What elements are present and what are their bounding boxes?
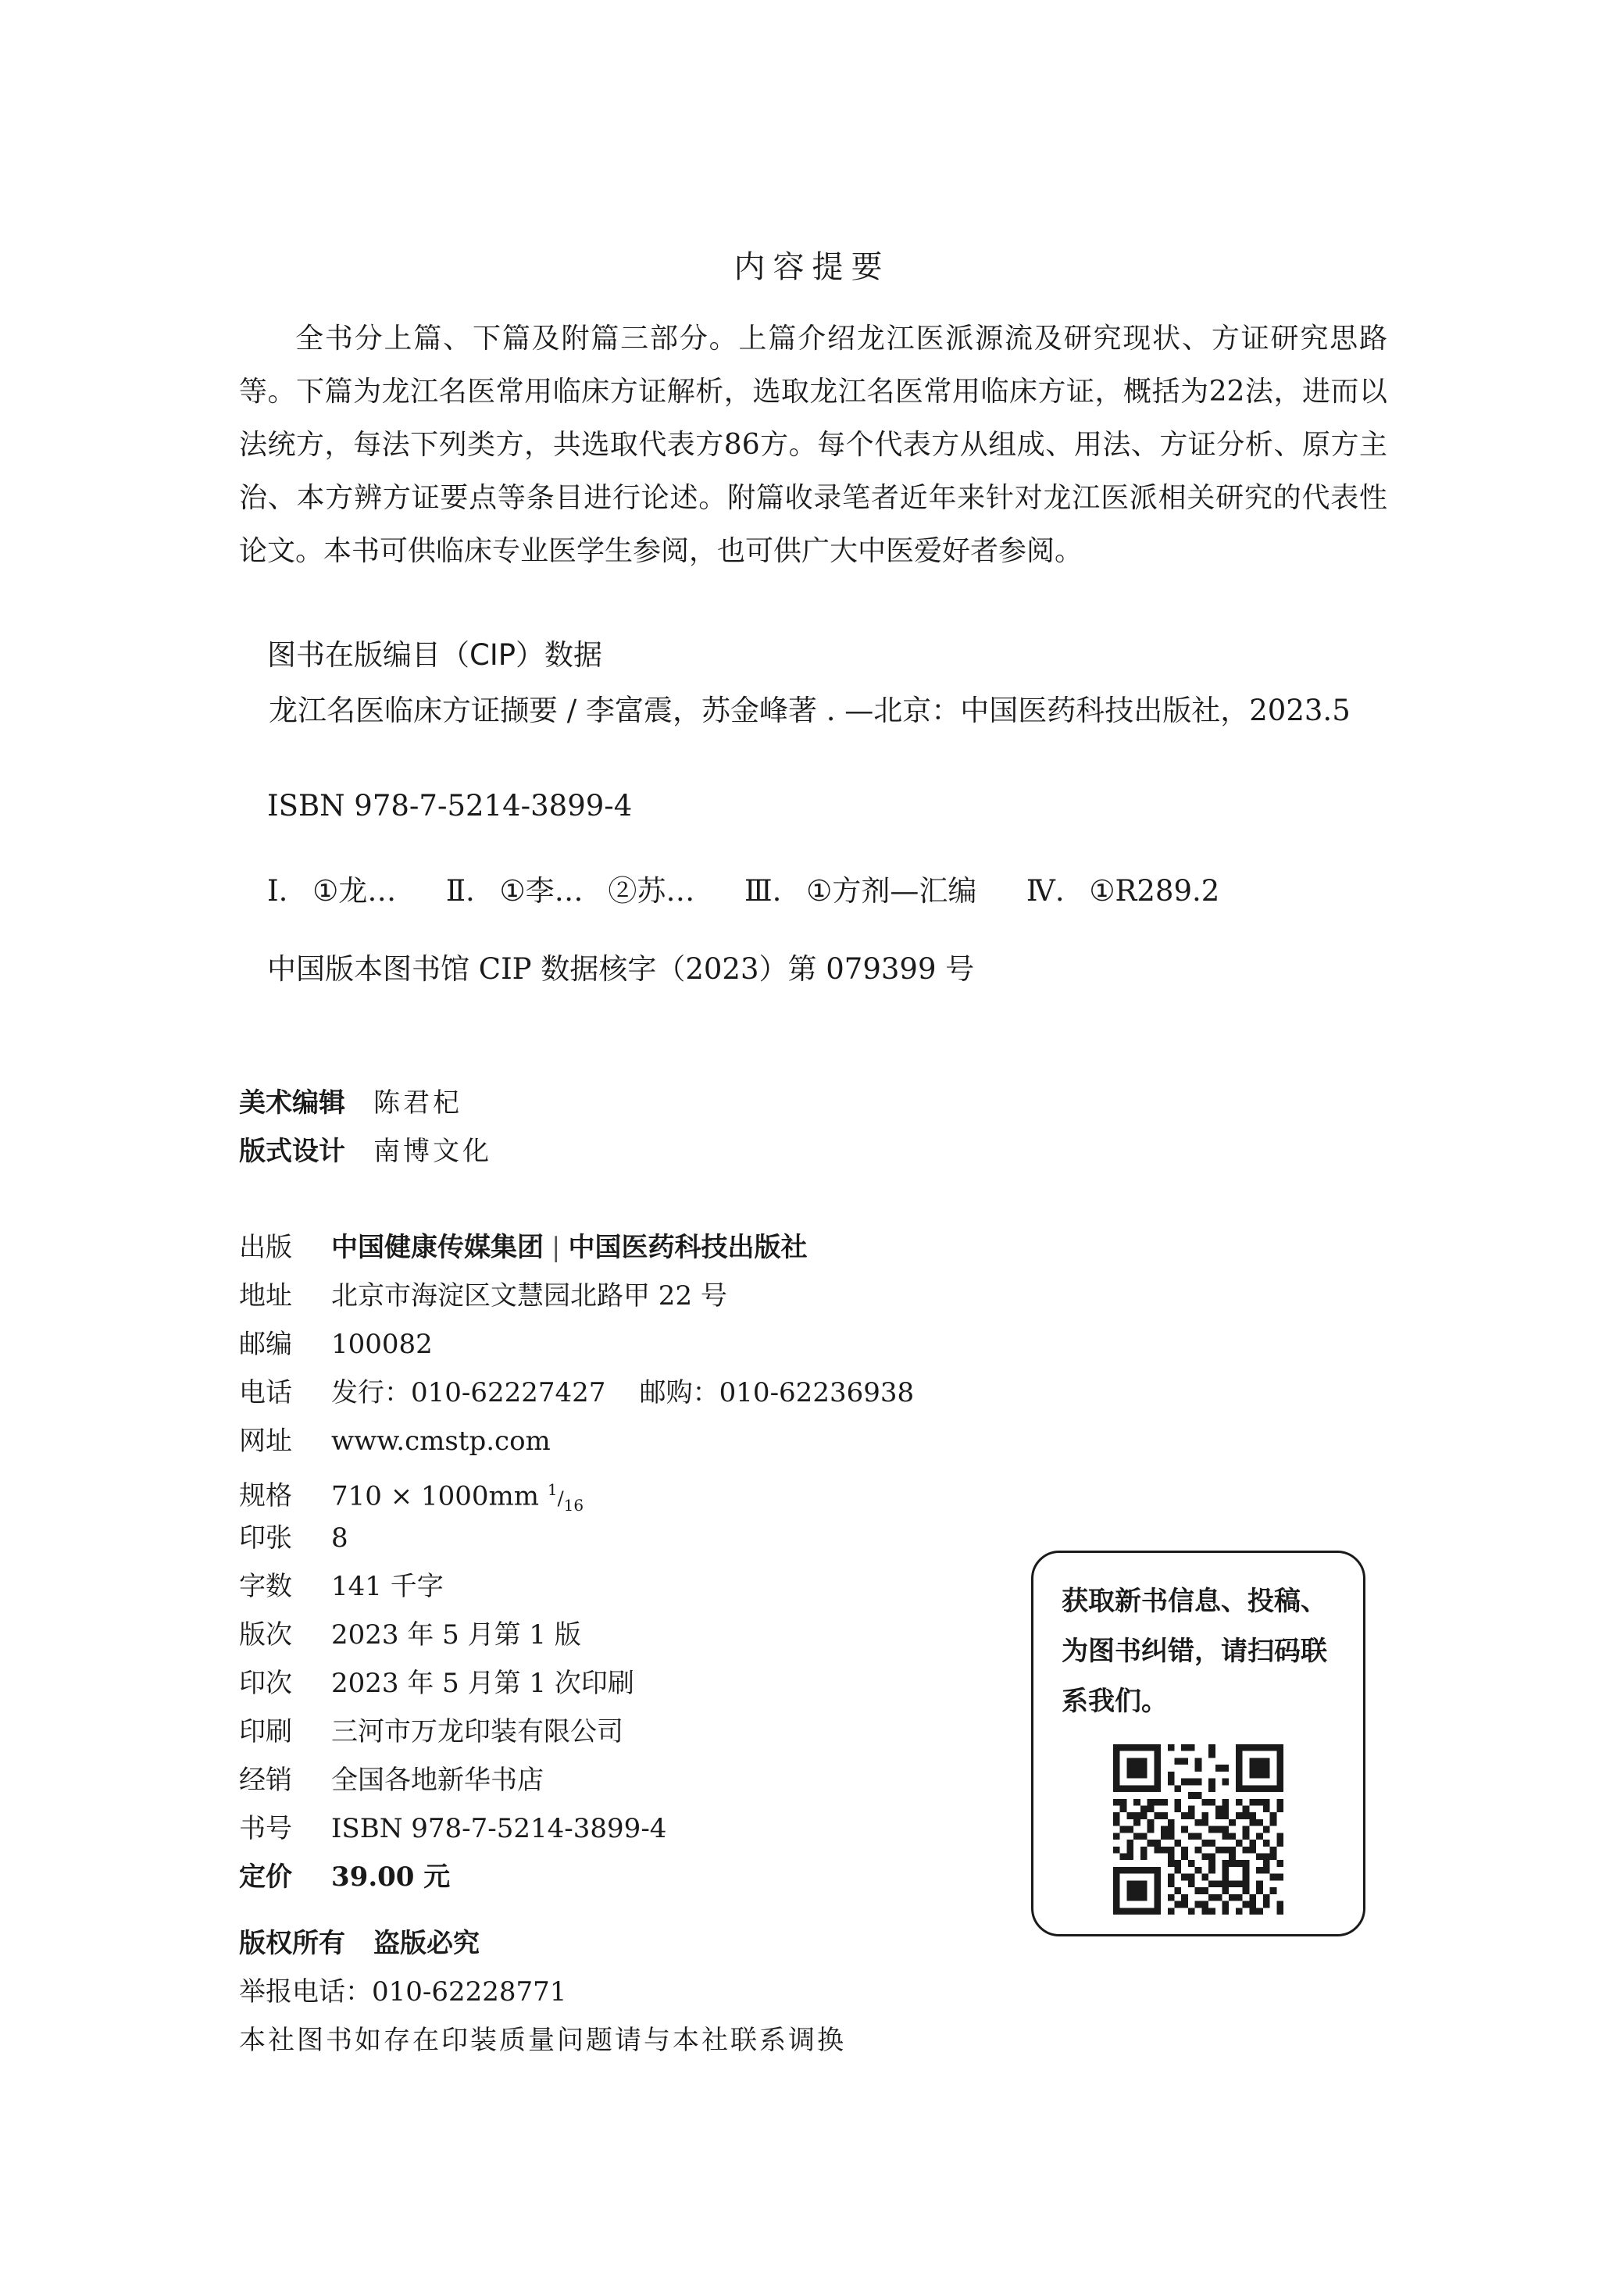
cip-title: 图书在版编目（CIP）数据 <box>267 638 603 672</box>
cip-classification: Ⅰ. ①龙… Ⅱ. ①李… ②苏… Ⅲ. ①方剂—汇编 Ⅳ. ①R289.2 <box>267 874 1220 908</box>
sheets-value: 8 <box>331 1522 348 1554</box>
publisher-name: 中国医药科技出版社 <box>568 1232 808 1263</box>
art-editor-name: 陈君杞 <box>373 1087 462 1119</box>
printer-label: 印刷 <box>239 1716 292 1747</box>
art-editor-row <box>239 1081 462 1119</box>
copyright-rights: 版权所有 <box>239 1928 345 1959</box>
printing-row <box>239 1659 914 1708</box>
copyright-piracy: 盗版必究 <box>373 1928 480 1959</box>
format-fraction-den: 16 <box>563 1496 584 1515</box>
sheets-label: 印张 <box>239 1522 292 1554</box>
sheets-row <box>239 1514 914 1562</box>
layout-row <box>239 1130 492 1168</box>
cip-number: 中国版本图书馆 CIP 数据核字（2023）第 079399 号 <box>267 952 975 986</box>
distributor-row <box>239 1756 914 1804</box>
price-value: 39.00 元 <box>331 1861 451 1893</box>
printer-row <box>239 1708 914 1756</box>
price-label: 定价 <box>239 1861 292 1893</box>
format-value: 710 × 1000mm <box>331 1480 540 1512</box>
postcode-row <box>239 1320 914 1369</box>
postcode-label: 邮编 <box>239 1329 292 1360</box>
summary-text: 全书分上篇、下篇及附篇三部分。上篇介绍龙江医派源流及研究现状、方证研究思路等。下篇为龙江名医常用临床方证解析，选取龙江名医常用临床方证，概括为22法，进而以法统方，每法下列类方，共选取代表方86方。每个代表方从组成、用法、方证分析、原方主治、本方辨方证要点等条目进行论述。附篇收录笔者近年来针对龙江医派相关研究的代表性论文。本书可供临床专业医学生参阅，也可供广大中医爱好者参阅。 <box>239 323 1387 567</box>
qr-caption: 获取新书信息、投稿、为图书纠错，请扫码联系我们。 <box>1062 1586 1327 1717</box>
distributor-label: 经销 <box>239 1765 292 1796</box>
website-row <box>239 1417 914 1465</box>
edition-label: 版次 <box>239 1619 292 1651</box>
price-row <box>239 1853 914 1901</box>
report-phone: 举报电话：010-62228771 <box>239 1976 567 2008</box>
qr-code-icon[interactable] <box>1113 1744 1283 1915</box>
publisher-label: 出版 <box>239 1232 292 1263</box>
publication-info <box>239 1223 914 1901</box>
cip-record-text: 龙江名医临床方证撷要 / 李富震，苏金峰著 . —北京：中国医药科技出版社，2023.5 <box>269 694 1351 727</box>
publisher-separator: | <box>551 1232 561 1263</box>
words-label: 字数 <box>239 1571 292 1602</box>
edition-row <box>239 1611 914 1659</box>
book-number-value: ISBN 978-7-5214-3899-4 <box>331 1813 667 1844</box>
words-row <box>239 1562 914 1611</box>
words-value: 141 千字 <box>331 1571 444 1602</box>
website-label: 网址 <box>239 1426 292 1457</box>
address-row <box>239 1272 914 1320</box>
quality-notice: 本社图书如存在印装质量问题请与本社联系调换 <box>239 2025 846 2056</box>
publisher-row <box>239 1223 914 1272</box>
cip-record <box>239 684 1387 737</box>
book-number-label: 书号 <box>239 1813 292 1844</box>
format-fraction-num: 1 <box>547 1480 558 1499</box>
art-editor-label: 美术编辑 <box>239 1087 345 1119</box>
cip-isbn: ISBN 978-7-5214-3899-4 <box>267 789 633 823</box>
phone-label: 电话 <box>239 1377 292 1408</box>
summary-title: 内容提要 <box>733 249 891 285</box>
phone-row <box>239 1369 914 1417</box>
distributor-value: 全国各地新华书店 <box>331 1765 544 1796</box>
address-label: 地址 <box>239 1280 292 1312</box>
copyright <box>239 1922 480 1960</box>
printing-value: 2023 年 5 月第 1 次印刷 <box>331 1668 634 1699</box>
phone-value: 发行：010-62227427 邮购：010-62236938 <box>331 1377 915 1408</box>
book-number-row <box>239 1804 914 1853</box>
printing-label: 印次 <box>239 1668 292 1699</box>
summary-body <box>239 312 1387 578</box>
printer-value: 三河市万龙印装有限公司 <box>331 1716 623 1747</box>
layout-name: 南博文化 <box>373 1136 492 1167</box>
edition-value: 2023 年 5 月第 1 版 <box>331 1619 581 1651</box>
postcode-value: 100082 <box>331 1329 433 1360</box>
publisher-group: 中国健康传媒集团 <box>331 1232 544 1263</box>
layout-label: 版式设计 <box>239 1136 345 1167</box>
address-value: 北京市海淀区文慧园北路甲 22 号 <box>331 1280 727 1312</box>
qr-box <box>1031 1551 1365 1936</box>
website-value: www.cmstp.com <box>331 1426 551 1457</box>
format-label: 规格 <box>239 1480 292 1512</box>
format-row: 规格 710 × 1000mm $^1/_{16}$ <box>239 1465 914 1514</box>
